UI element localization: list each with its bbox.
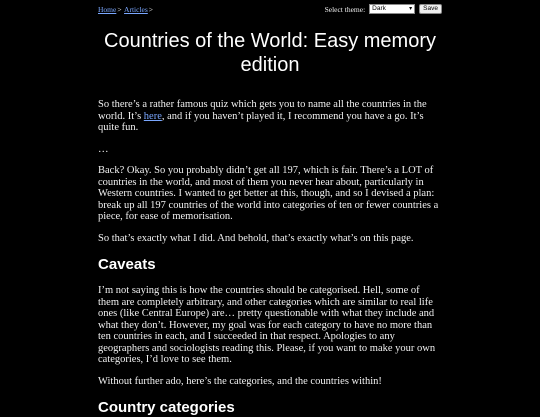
top-bar <box>98 0 442 21</box>
breadcrumb-separator: > <box>117 5 122 14</box>
intro-text-after: , and if you haven’t played it, I recommend you have a go. It’s quite fun. <box>98 110 424 133</box>
breadcrumb-separator: > <box>148 5 154 14</box>
categories-heading: Country categories <box>98 399 235 416</box>
intro-text-before: So there’s a rather famous quiz which gets you to name all the countries in the world. It’s <box>98 99 427 122</box>
breadcrumb-articles-link[interactable]: Articles <box>124 5 148 14</box>
caveats-paragraph-2: Without further ado, here’s the categories, and the countries within! <box>98 375 382 387</box>
save-theme-button[interactable]: Save <box>419 4 442 14</box>
theme-select[interactable] <box>369 4 415 14</box>
theme-select-value: Dark <box>372 5 386 12</box>
breadcrumb-home-link[interactable]: Home <box>98 5 117 14</box>
quiz-link[interactable]: here <box>143 110 162 122</box>
chevron-down-icon: ▾ <box>409 6 413 12</box>
body-paragraph-2: Back? Okay. So you probably didn’t get all 197, which is fair. There’s a LOT of countries in the world, and most of them you never hear about, particularly in Western countries. I wanted to get better at this, though, and so I devised a plan: break up all 197 countries of the world into categories of ten or fewer countries a piece, for ease of memorisation. <box>98 165 439 222</box>
caveats-paragraph-1: I’m not saying this is how the countries should be categorised. Hell, some of them are completely arbitrary, and other categories which are similar to real life ones (like Central Europe) are… pretty questionable with what they include and what they don’t. However, my goal was for each category to have no more than ten countries in each, and I succeeded in that respect. Apologies to any geographers and sociologists reading this. Please, if you want to make your own categories, I’d love to see them. <box>98 285 436 365</box>
ellipsis-paragraph: … <box>98 143 109 155</box>
page-title: Countries of the World: Easy memory edition <box>104 30 436 76</box>
theme-picker <box>325 4 442 14</box>
body-paragraph-3: So that’s exactly what I did. And behold, that’s exactly what’s on this page. <box>98 232 414 244</box>
page <box>98 0 442 417</box>
theme-label: Select theme: <box>324 4 366 14</box>
breadcrumb <box>98 5 154 14</box>
caveats-heading: Caveats <box>98 256 156 273</box>
intro-paragraph <box>98 99 442 134</box>
